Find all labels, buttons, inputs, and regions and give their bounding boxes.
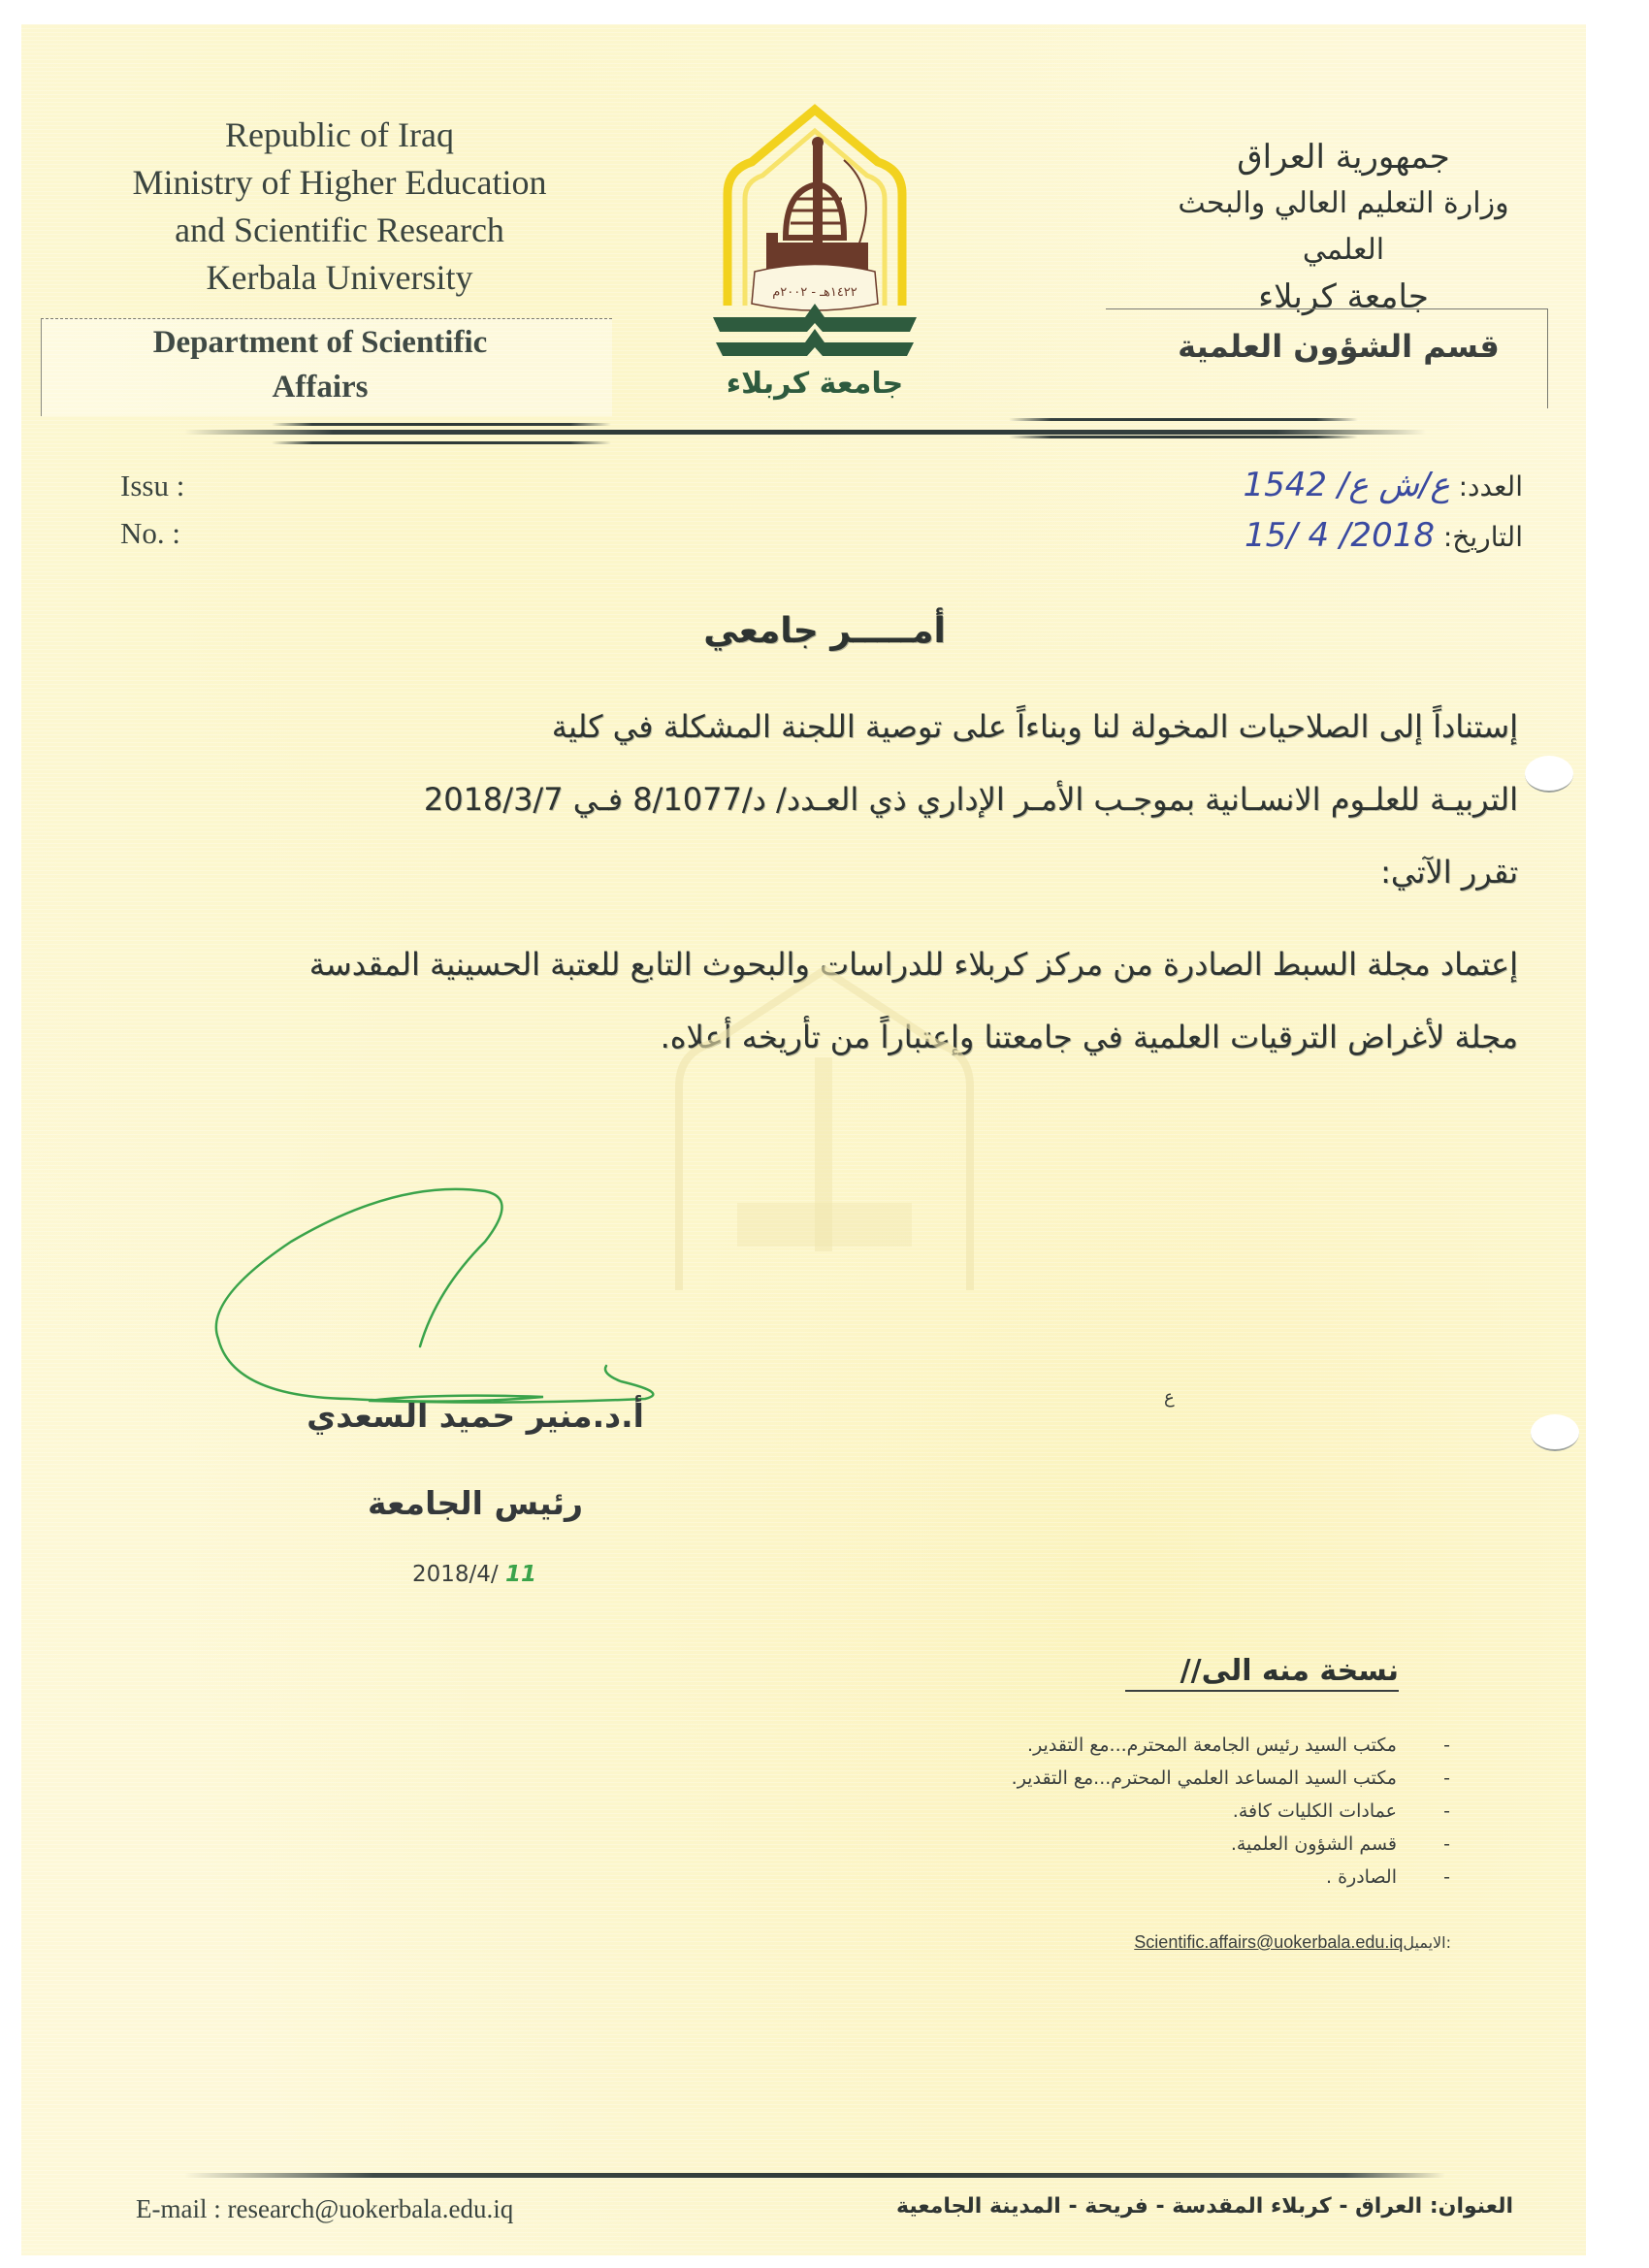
copies-item-text: مكتب السيد المساعد العلمي المحترم...مع التقدير. (1011, 1767, 1397, 1789)
copies-item-text: الصادرة . (1325, 1866, 1397, 1888)
logo-book-bottom (716, 329, 914, 356)
punch-hole-bottom (1531, 1414, 1579, 1451)
signature-date-day: 11 (504, 1562, 536, 1587)
header-ar-country: جمهورية العراق (1237, 138, 1450, 177)
no-label: No. : (120, 516, 180, 550)
logo-caption: جامعة كربلاء (726, 367, 904, 401)
copies-item (873, 1762, 1450, 1795)
header-line-country: Republic of Iraq (225, 115, 454, 154)
ref-number-value: ع/ش ع/ 1542 (1243, 466, 1450, 504)
signer-name: أ.د.منير حميد السعدي (307, 1397, 644, 1435)
copies-list (873, 1729, 1450, 1894)
punch-hole-top (1525, 756, 1573, 793)
copies-heading: نسخة منه الى// (1125, 1654, 1399, 1692)
header-line-university: Kerbala University (206, 258, 473, 297)
bullet-dash: - (1443, 1734, 1450, 1756)
scientific-affairs-email-link[interactable]: Scientific.affairs@uokerbala.edu.iq (1134, 1932, 1404, 1952)
logo-ribbon-text: ١٤٢٢هـ - ٢٠٠٢م (772, 285, 857, 300)
copies-email-label: الايميل: (1403, 1933, 1451, 1952)
bullet-dash: - (1443, 1833, 1450, 1855)
copies-email-row (1005, 1932, 1451, 1953)
ref-number-label: العدد: (1458, 470, 1523, 502)
copies-item-text: مكتب السيد رئيس الجامعة المحترم...مع التقدير. (1027, 1734, 1397, 1756)
copies-item (873, 1795, 1450, 1828)
header-separator-left-top (272, 423, 611, 426)
bullet-dash: - (1443, 1866, 1450, 1888)
header-ar-ministry: وزارة التعليم العالي والبحث العلمي (1178, 186, 1509, 267)
order-title: أمـــــر جامعي (703, 611, 946, 651)
ref-date-row (1125, 516, 1523, 555)
header-line-ministry: Ministry of Higher Education (132, 163, 547, 202)
ref-date-label: التاريخ: (1442, 521, 1523, 553)
department-arabic: قسم الشؤون العلمية (1178, 328, 1500, 365)
paragraph2-line1: إعتماد مجلة السبط الصادرة من مركز كربلاء للدراسات والبحوث التابع للعتبة الحسينية المقدسة (308, 946, 1518, 983)
header-separator-right-top (1009, 418, 1358, 421)
header-arabic (1159, 134, 1528, 320)
paragraph1-line1: إستناداً إلى الصلاحيات المخولة لنا وبناءاً على توصية اللجنة المشكلة في كلية (551, 708, 1518, 745)
ref-date-value: 15/ 4 /2018 (1245, 516, 1435, 555)
paragraph1-line2: التربيـة للعلـوم الانسـانية بموجـب الأمـر الإداري ذي العـدد/ د/8/1077 فـي 2018/3/7 (423, 781, 1518, 818)
header-separator-left-bottom (272, 441, 611, 444)
header-line-ministry-cont: and Scientific Research (175, 211, 504, 249)
university-logo (698, 102, 931, 412)
copies-item (873, 1828, 1450, 1861)
header-english (58, 112, 621, 302)
copies-item-text: عمادات الكليات كافة. (1232, 1800, 1397, 1822)
header-separator-right-bottom (1009, 436, 1358, 438)
paragraph1-line3: تقرر الآتي: (1380, 854, 1518, 891)
signer-title: رئيس الجامعة (368, 1484, 583, 1522)
header-separator-main (184, 430, 1426, 435)
handwritten-initial: ع (1164, 1387, 1175, 1408)
bullet-dash: - (1443, 1767, 1450, 1789)
paragraph2-line2: مجلة لأغراض الترقيات العلمية في جامعتنا وإعتباراً من تأريخه أعلاه. (660, 1019, 1518, 1055)
ref-number-row (1125, 466, 1523, 504)
bullet-dash: - (1443, 1800, 1450, 1822)
header-ar-university: جامعة كربلاء (1258, 277, 1429, 316)
department-english-line1: Department of Scientific (152, 325, 488, 360)
logo-watermark (621, 960, 1028, 1310)
signature-date-printed: 2018/4/ (412, 1562, 499, 1587)
footer-separator (184, 2173, 1445, 2178)
department-english-line2: Affairs (272, 370, 369, 405)
department-english (87, 320, 553, 409)
signature-date (412, 1562, 536, 1587)
footer-address: العنوان: العراق - كربلاء المقدسة - فريحة - المدينة الجامعية (896, 2194, 1513, 2219)
copies-item-text: قسم الشؤون العلمية. (1230, 1833, 1397, 1855)
handwritten-signature (204, 1174, 679, 1407)
footer-email[interactable]: E-mail : research@uokerbala.edu.iq (136, 2194, 514, 2223)
logo-book-top (713, 304, 917, 332)
copies-item (873, 1729, 1450, 1762)
copies-item (873, 1861, 1450, 1894)
issu-label: Issu : (120, 469, 185, 502)
